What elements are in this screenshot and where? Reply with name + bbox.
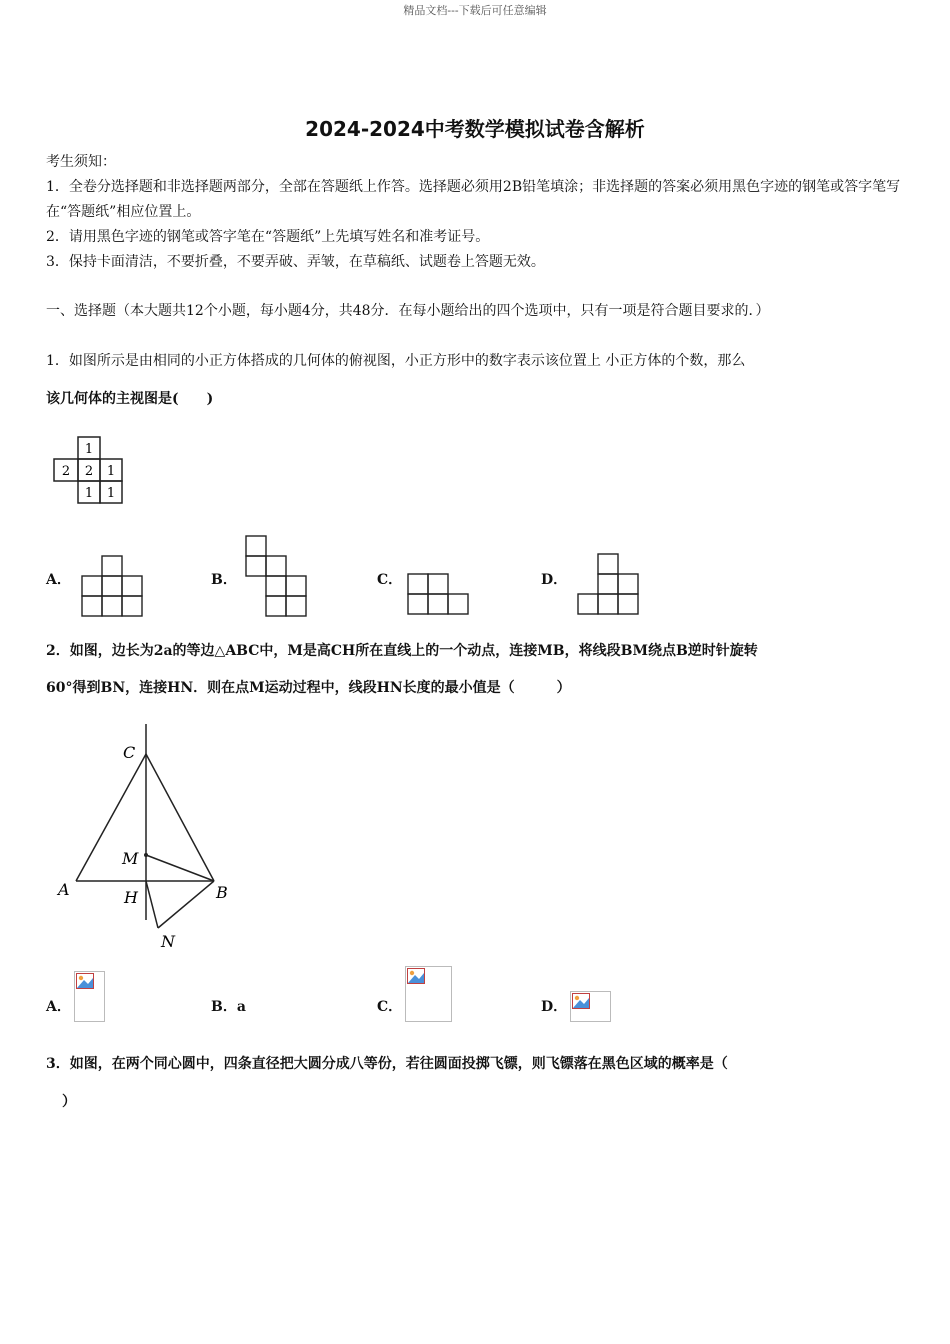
- notice-heading: 考生须知：: [46, 154, 116, 170]
- grid-number: 1: [106, 464, 116, 479]
- q2-option-c-label[interactable]: C．: [377, 999, 403, 1015]
- broken-image-icon: [572, 993, 590, 1009]
- grid-number: 1: [84, 442, 94, 457]
- q1-option-a-figure: [80, 553, 146, 619]
- notice-item-1: 1．全卷分选择题和非选择题两部分，全部在答题纸上作答。选择题必须用2B铅笔填涂；非选择题的答案必须用黑色字迹的钢笔或答字笔写在“答题纸”相应位置上。: [46, 179, 901, 220]
- grid-number: 1: [84, 486, 94, 501]
- section-heading: 一、选择题（本大题共12个小题，每小题4分，共48分．在每小题给出的四个选项中，只有一项是符合题目要求的．）: [46, 303, 770, 319]
- q2-option-a-label[interactable]: A．: [46, 999, 71, 1015]
- page-title: 2024-2024中考数学模拟试卷含解析: [305, 117, 645, 141]
- vertex-label-b: B: [216, 883, 228, 902]
- notice-item-2: 2．请用黑色字迹的钢笔或答字笔在“答题纸”上先填写姓名和准考证号。: [46, 229, 490, 245]
- grid-number: 2: [84, 464, 94, 479]
- q2-option-b-label[interactable]: B．a: [211, 999, 246, 1015]
- broken-image-icon: [407, 968, 425, 984]
- q2-option-d-label[interactable]: D．: [541, 999, 568, 1015]
- q3-text-line2: ）: [62, 1094, 76, 1110]
- q2-text-line2: 60°得到BN，连接HN．则在点M运动过程中，线段HN长度的最小值是（ ）: [46, 680, 571, 696]
- grid-number: 2: [61, 464, 71, 479]
- q2-text-line1: 2．如图，边长为2a的等边△ABC中，M是高CH所在直线上的一个动点，连接MB，将线段BM绕点B逆时针旋转: [46, 643, 758, 659]
- q1-text-line2: 该几何体的主视图是( ): [46, 391, 214, 407]
- q1-option-a-label[interactable]: A．: [46, 572, 71, 588]
- page-header: 精品文档---下载后可任意编辑: [403, 4, 547, 17]
- q2-option-a-image: [74, 971, 105, 1022]
- vertex-label-a: A: [58, 880, 70, 899]
- q1-option-c-figure: [406, 571, 474, 619]
- q2-option-c-image: [405, 966, 452, 1022]
- q2-triangle-figure: [50, 718, 250, 956]
- q2-option-d-image: [570, 991, 611, 1022]
- q1-option-b-figure: [244, 533, 312, 621]
- vertex-label-c: C: [123, 743, 136, 762]
- q1-option-c-label[interactable]: C．: [377, 572, 403, 588]
- q1-option-d-figure: [576, 551, 644, 619]
- q3-text-line1: 3．如图，在两个同心圆中，四条直径把大圆分成八等份，若往圆面投掷飞镖，则飞镖落在黑色区域的概率是（: [46, 1056, 728, 1072]
- q1-option-b-label[interactable]: B．: [211, 572, 237, 588]
- notice-item-3: 3．保持卡面清洁，不要折叠，不要弄破、弄皱，在草稿纸、试题卷上答题无效。: [46, 254, 545, 270]
- broken-image-icon: [76, 973, 94, 989]
- q1-text-line1: 1．如图所示是由相同的小正方体搭成的几何体的俯视图，小正方形中的数字表示该位置上 小正方体的个数，那么: [46, 353, 746, 369]
- q1-top-view-figure: [50, 434, 126, 508]
- point-label-n: N: [161, 932, 175, 951]
- grid-number: 1: [106, 486, 116, 501]
- point-label-m: M: [122, 849, 139, 868]
- point-label-h: H: [124, 888, 138, 907]
- q1-option-d-label[interactable]: D．: [541, 572, 568, 588]
